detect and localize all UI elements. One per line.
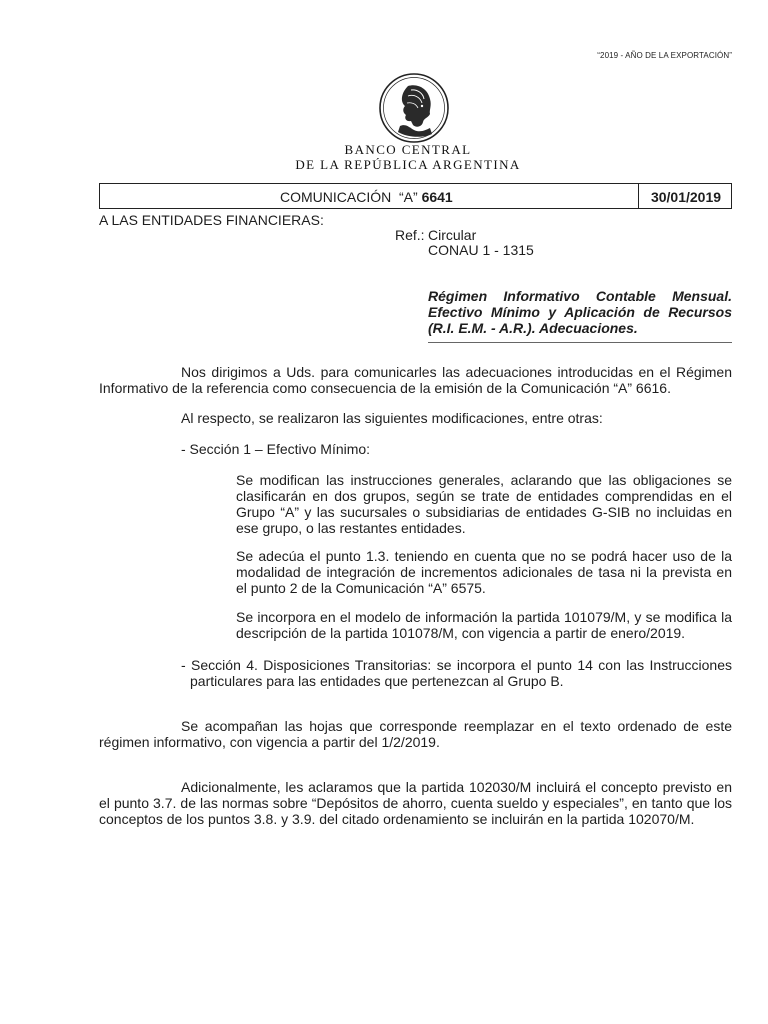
year-motto: “2019 - AÑO DE LA EXPORTACIÓN”: [597, 51, 732, 60]
subject-underline: [428, 342, 732, 343]
reference-line-1: Circular: [428, 227, 477, 243]
addressee: A LAS ENTIDADES FINANCIERAS:: [99, 212, 324, 228]
communication-date: 30/01/2019: [650, 189, 722, 205]
section-4-paragraph: - Sección 4. Disposiciones Transitorias: se incorpora el punto 14 con las Instrucciones particulares para las entidades que pertenezcan al Grupo B.: [181, 657, 732, 689]
paragraph-attachments: Se acompañan las hojas que corresponde reemplazar en el texto ordenado de este régimen informativo, con vigencia a partir del 1/2/2019.: [99, 718, 732, 750]
header-divider: [638, 184, 639, 208]
communication-id: [280, 189, 453, 205]
section-1-item-1: Se modifican las instrucciones generales, aclarando que las obligaciones se clasificarán en dos grupos, según se trate de entidades comprendidas en el Grupo “A” y las sucursales o subsidiarias de entidades G-SIB no incluidas en ese grupo, o las restantes entidades.: [236, 472, 732, 536]
section-1-item-3: Se incorpora en el modelo de información la partida 101079/M, y se modifica la descripción de la partida 101078/M, con vigencia a partir de enero/2019.: [236, 609, 732, 641]
reference-label: Ref.:: [395, 227, 425, 243]
bank-name-line-2: DE LA REPÚBLICA ARGENTINA: [295, 157, 521, 172]
section-1-item-2: Se adecúa el punto 1.3. teniendo en cuenta que no se podrá hacer uso de la modalidad de integración de incrementos adicionales de tasa ni la prevista en el punto 2 de la Comunicación “A” 6575.: [236, 548, 732, 596]
section-1-heading: - Sección 1 – Efectivo Mínimo:: [181, 441, 371, 457]
communication-number: 6641: [421, 189, 453, 205]
bcra-liberty-head-seal-icon: [378, 72, 450, 144]
bank-name-line-1: BANCO CENTRAL: [344, 142, 472, 157]
paragraph-modifications: Al respecto, se realizaron las siguientes modificaciones, entre otras:: [181, 410, 603, 426]
subject: Régimen Informativo Contable Mensual. Efectivo Mínimo y Aplicación de Recursos (R.I. E.M. - A.R.). Adecuaciones.: [428, 288, 732, 336]
communication-label: COMUNICACIÓN “A”: [280, 189, 418, 205]
paragraph-intro: Nos dirigimos a Uds. para comunicarles las adecuaciones introducidas en el Régimen Informativo de la referencia como consecuencia de la emisión de la Comunicación “A” 6616.: [99, 364, 732, 396]
paragraph-clarification: Adicionalmente, les aclaramos que la partida 102030/M incluirá el concepto previsto en el punto 3.7. de las normas sobre “Depósitos de ahorro, cuenta sueldo y especiales”, en tanto que los conceptos de los puntos 3.8. y 3.9. del citado ordenamiento se incluirán en la partida 102070/M.: [99, 779, 732, 827]
communication-header-box: [99, 183, 732, 209]
reference-line-2: CONAU 1 - 1315: [428, 242, 534, 258]
